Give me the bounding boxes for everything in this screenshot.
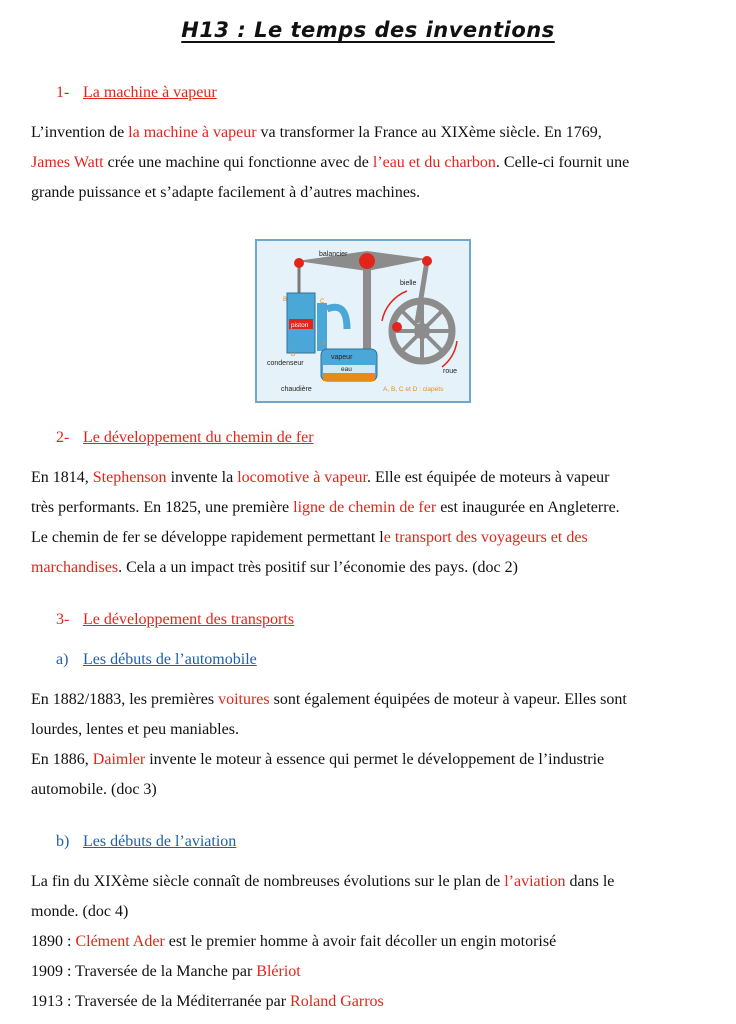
subsection-heading-automobile: a) Les débuts de l’automobile <box>56 651 257 668</box>
svg-text:C: C <box>320 299 325 305</box>
paragraph-machine-vapeur: L’invention de la machine à vapeur va transformer la France au XIXème siècle. En 1769, James Watt crée une machine qui fonctionne avec de l’eau et du charbon. Celle-ci fournit une grande puissance et s’adapte facilement à d’autres machines. <box>31 124 630 201</box>
steam-engine-diagram <box>255 239 471 403</box>
subsection-heading-aviation: b) Les débuts de l’aviation <box>56 833 237 850</box>
svg-text:A, B, C et D : clapets: A, B, C et D : clapets <box>383 386 444 393</box>
svg-text:roue: roue <box>443 368 458 375</box>
svg-text:balancier: balancier <box>319 251 348 258</box>
svg-text:B: B <box>283 297 288 303</box>
paragraph-automobile: En 1882/1883, les premières voitures sont également équipées de moteur à vapeur. Elles sont lourdes, lentes et peu maniables. En 1886, Daimler invente le moteur à essence qui permet le développement de l’industrie automobile. (doc 3) <box>31 691 627 798</box>
svg-text:vapeur: vapeur <box>331 354 353 361</box>
paragraph-chemin-de-fer: En 1814, Stephenson invente la locomotive à vapeur. Elle est équipée de moteurs à vapeur très performants. En 1825, une première ligne de chemin de fer est inaugurée en Angleterre. Le chemin de fer se développe rapidement permettant le transport des voyageurs et des marchandises. Cela a un impact très positif sur l’économie des pays. (doc 2) <box>31 469 620 576</box>
svg-text:piston: piston <box>291 322 309 329</box>
svg-text:bielle: bielle <box>400 280 417 287</box>
svg-text:D: D <box>291 352 296 358</box>
roue-wheel <box>392 301 452 361</box>
section-heading-transports: 3- Le développement des transports <box>56 611 295 628</box>
svg-text:chaudière: chaudière <box>281 386 312 393</box>
paragraph-aviation: La fin du XIXème siècle connaît de nombreuses évolutions sur le plan de l’aviation dans le monde. (doc 4) 1890 : Clément Ader est le premier homme à avoir fait décoller un engin motorisé 1909 : Traversée de la Manche par Blériot 1913 : Traversée de la Méditerranée par Roland Garros <box>31 873 615 1010</box>
svg-text:eau: eau <box>341 366 352 373</box>
page-title: H13 : Le temps des inventions <box>181 18 555 42</box>
section-heading-machine-vapeur: 1- La machine à vapeur <box>56 84 217 101</box>
svg-text:condenseur: condenseur <box>267 360 304 367</box>
svg-text:A: A <box>321 341 326 347</box>
balancier-pivot <box>359 253 375 269</box>
section-heading-chemin-de-fer: 2- Le développement du chemin de fer <box>56 429 314 446</box>
